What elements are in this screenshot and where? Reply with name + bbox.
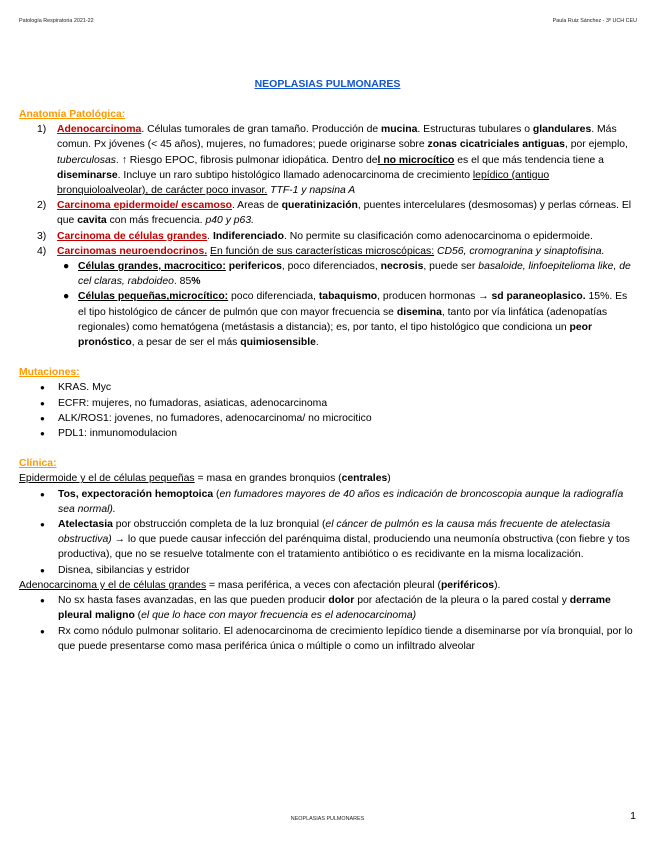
bold-text: sd paraneoplasico. (491, 291, 586, 303)
list-item (19, 380, 638, 395)
text: , por ejemplo, (564, 139, 628, 151)
italic-text: el que lo hace con mayor frecuencia es el adenocarcinoma) (141, 610, 417, 622)
footer-label: NEOPLASIAS PULMONARES (290, 816, 365, 822)
text: Disnea, sibilancias y estridor (58, 564, 190, 576)
bullet-icon: ● (63, 261, 70, 273)
text: . Areas de (231, 200, 282, 212)
text: , tanto por vía linfática (adenopatías regionales) como hematógena (metástasis a distancia); es, por tanto, el tipo histológico que condiciona un (78, 306, 608, 333)
list-item (19, 198, 638, 228)
bullet-icon: ● (40, 626, 45, 636)
bold-text: zonas cicatriciales antiguas (427, 139, 565, 151)
text: . No permite su clasificación como adenocarcinoma o epidermoide. (283, 230, 593, 242)
term-adenocarcinoma: Adenocarcinoma (57, 124, 142, 136)
bullet-icon: ● (40, 413, 45, 423)
bold-text: centrales (341, 473, 388, 485)
text: . (315, 337, 319, 349)
text: , producen hormonas → (377, 291, 492, 303)
text: es el que más tendencia tiene a (454, 154, 604, 166)
list-item (19, 426, 638, 441)
spacer (19, 350, 638, 365)
text: ALK/ROS1: jovenes, no fumadores, adenocarcinoma/ no microcitico (58, 412, 372, 424)
list-number: 1) (37, 124, 47, 136)
text: , a pesar de ser el más (131, 337, 241, 349)
anatomia-list (19, 122, 638, 350)
underline-text: lepídico (antiguo bronquioloalveolar), de carácter poco invasor. (57, 169, 550, 197)
clinica-central-lead (19, 471, 638, 486)
text: , poco diferenciados, (281, 261, 381, 273)
bullet-icon: ● (40, 398, 45, 408)
bold-text: glandulares (532, 124, 592, 136)
list-item (19, 517, 638, 563)
bold-text: Tos, expectoración hemoptoica (58, 488, 214, 500)
underline-text: Epidermoide y el de células pequeñas (19, 473, 195, 485)
text: , puede ser (423, 261, 479, 273)
header-author: Paula Ruiz Sánchez - 3º UCH CEU (552, 18, 637, 24)
list-item (19, 487, 638, 517)
page-number: 1 (630, 810, 636, 822)
text: . Estructuras tubulares o (417, 124, 533, 136)
bullet-icon: ● (40, 520, 45, 530)
bold-text: cavita (77, 215, 107, 227)
list-item (19, 244, 638, 259)
bold-text: necrosis (380, 261, 424, 273)
bullet-icon: ● (40, 489, 45, 499)
text: KRAS. Myc (58, 382, 112, 394)
bold-text: % (191, 276, 201, 288)
page-title: NEOPLASIAS PULMONARES (254, 78, 401, 90)
bold-underline-text: Células grandes, macrocitico: (78, 261, 226, 273)
text: = masa en grandes bronquios ( (194, 473, 342, 485)
list-item (19, 593, 638, 623)
bold-text: diseminarse (57, 169, 118, 181)
text: . Más comun. Px jóvenes (< 45 años), mujeres, no fumadores; puede originarse sobre (57, 124, 617, 151)
term-carcinomas-neuroendocrinos: Carcinomas neuroendocrinos. (57, 245, 208, 257)
section-heading-clinica: Clínica: (19, 458, 57, 470)
italic-text: basaloide, linfoepitelioma like, de cel claras, rabdoideo (78, 261, 631, 288)
text: ( (213, 488, 220, 500)
bold-text: dolor (328, 595, 355, 607)
text: 15%. Es el tipo histológico de cáncer de pulmón que con mayor frecuencia se (78, 291, 628, 318)
underline-text: En función de sus características microscópicas: (210, 245, 435, 257)
bold-text: perifericos (228, 261, 282, 273)
text: por afectación de la pleura o la pared costal y (354, 595, 570, 607)
sub-list-item (19, 289, 638, 350)
bold-text: quimiosensible (240, 337, 316, 349)
text: . 85 (173, 276, 192, 288)
list-item (19, 396, 638, 411)
bullet-icon: ● (40, 383, 45, 393)
text: . (207, 230, 213, 242)
bold-text: derrame pleural maligno (58, 595, 611, 622)
term-carcinoma-epidermoide: Carcinoma epidermoide/ escamoso (57, 200, 232, 212)
bold-text: Indiferenciado (212, 230, 284, 242)
document-body (19, 107, 638, 654)
bullet-icon: ● (40, 565, 45, 575)
bold-text: periféricos (440, 579, 495, 591)
text: . ↑ Riesgo EPOC, fibrosis pulmonar idiopática. Dentro de (115, 154, 378, 166)
list-number: 4) (37, 245, 47, 257)
section-heading-anatomia: Anatomía Patológica: (19, 109, 126, 120)
bold-text: queratinización (281, 200, 358, 212)
italic-text: en fumadores mayores de 40 años es indicación de broncoscopia aunque la radiografía sea normal). (58, 488, 624, 515)
text: con más frecuencia. (106, 215, 206, 227)
text: por obstrucción completa de la luz bronquial ( (112, 519, 326, 531)
section-heading-mutaciones: Mutaciones: (19, 367, 80, 379)
bold-text: Atelectasia (58, 519, 113, 531)
text: ( (134, 610, 142, 622)
italic-text: TTF-1 y napsina A (270, 185, 356, 197)
bullet-icon: ● (40, 596, 45, 606)
clinica-peripheral-lead (19, 578, 638, 593)
text: → lo que puede causar infección del parénquima distal, produciendo una neumonía obstructiva (con fiebre y tos productiva), que no se resuelve totalmente con el tratamiento antibiótico o es recidivante en la misma localización. (58, 534, 630, 561)
text: = masa periférica, a veces con afectación pleural ( (206, 579, 441, 591)
text: ) (387, 473, 391, 485)
text: Rx como nódulo pulmonar solitario. El adenocarcinoma de crecimiento lepídico tiende a diseminarse por vía bronquial, por lo que puede presentarse como masa periférica única o múltiple o como un infiltrado alveolar (58, 625, 633, 652)
bold-text: tabaquismo (318, 291, 378, 303)
text: . Células tumorales de gran tamaño. Producción de (141, 124, 382, 136)
text: ECFR: mujeres, no fumadoras, asiaticas, adenocarcinoma (58, 397, 328, 409)
italic-text: tuberculosas (57, 154, 116, 166)
bold-text: peor pronóstico (78, 321, 593, 349)
bullet-icon: ● (63, 291, 70, 303)
text: PDL1: inmunomodulacion (58, 428, 177, 440)
bold-underline-text: Células pequeñas,microcítico: (78, 291, 229, 303)
text: poco diferenciada, (228, 291, 319, 303)
italic-text: el cáncer de pulmón es la causa más frecuente de atelectasia obstructiva) (58, 519, 611, 546)
sub-list-item (19, 259, 638, 289)
header-course: Patología Respiratoria 2021-22 (19, 18, 94, 24)
text: . Incluye un raro subtipo histológico llamado adenocarcinoma de crecimiento (117, 169, 473, 181)
list-item (19, 411, 638, 426)
term-carcinoma-celulas-grandes: Carcinoma de células grandes (57, 230, 208, 242)
bold-text: mucina (381, 124, 418, 136)
spacer (19, 441, 638, 456)
list-item (19, 229, 638, 244)
bullet-icon: ● (40, 429, 45, 439)
text: ). (494, 579, 501, 591)
list-number: 2) (37, 200, 47, 212)
bold-underline-text: l no microcítico (377, 154, 455, 166)
list-number: 3) (37, 230, 47, 242)
italic-text: CD56, cromogranina y sinaptofisina. (436, 245, 605, 257)
italic-text: p40 y p63. (205, 215, 254, 227)
bold-text: disemina (396, 306, 442, 318)
text: , puentes intercelulares (desmosomas) y perlas córneas. El que (57, 200, 632, 227)
list-item (19, 624, 638, 654)
underline-text: Adenocarcinoma y el de células grandes (19, 579, 207, 591)
list-item (19, 122, 638, 198)
text: No sx hasta fases avanzadas, en las que pueden producir (58, 595, 329, 607)
list-item (19, 563, 638, 578)
